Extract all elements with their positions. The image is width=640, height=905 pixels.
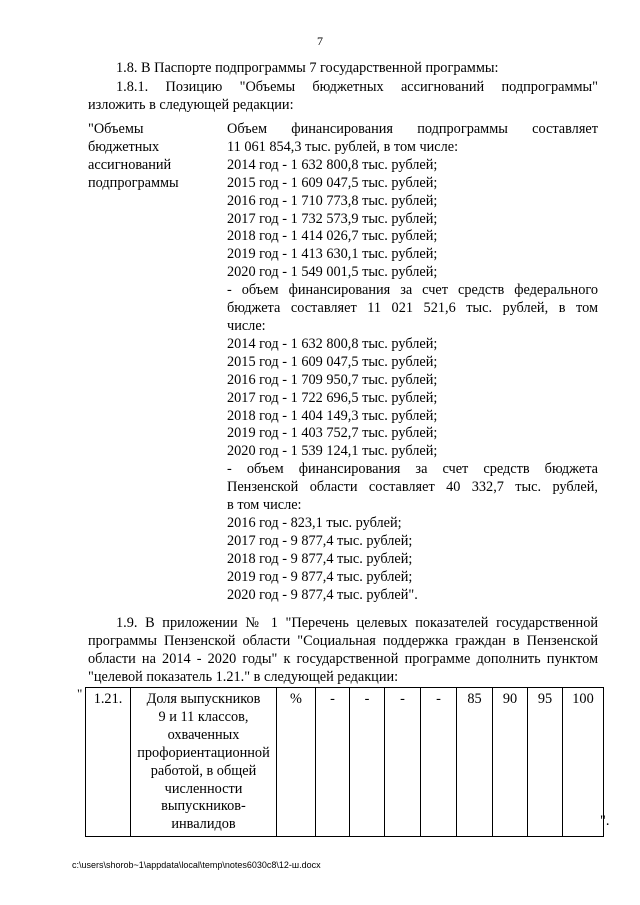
regional-line: в том числе: (227, 497, 302, 514)
federal-year-line: 2017 год - 1 722 696,5 тыс. рублей; (227, 389, 438, 406)
indicator-value-2014: - (316, 688, 350, 837)
federal-year-line: 2019 год - 1 403 752,7 тыс. рублей; (227, 425, 438, 442)
paragraph-1-9-line3: области на 2014 - 2020 годы" к государственной программе дополнить пунктом (88, 651, 598, 667)
indicator-name-line: 9 и 11 классов, (158, 708, 249, 725)
federal-line: бюджета составляет 11 021 521,6 тыс. рублей, в том (227, 300, 598, 317)
federal-line: - объем финансирования за счет средств федерального (227, 282, 598, 299)
indicator-value-2020: 95 (528, 688, 563, 837)
total-year-line: 2019 год - 1 413 630,1 тыс. рублей; (227, 246, 438, 263)
page-number: 7 (317, 34, 323, 48)
paragraph-1-9-line4: "целевой показатель 1.21." в следующей редакции: (88, 669, 399, 685)
regional-year-line: 2019 год - 9 877,4 тыс. рублей; (227, 568, 413, 585)
total-line: 11 061 854,3 тыс. рублей, в том числе: (227, 138, 459, 155)
paragraph-1-8-1-line2: изложить в следующей редакции: (88, 97, 294, 113)
federal-year-line: 2016 год - 1 709 950,7 тыс. рублей; (227, 371, 438, 388)
regional-line: Пензенской области составляет 40 332,7 тыс. рублей, (227, 479, 598, 496)
passport-label-line: бюджетных (88, 138, 160, 155)
passport-content (227, 121, 598, 604)
passport-label-line: ассигнований (88, 156, 172, 173)
regional-year-line: 2016 год - 823,1 тыс. рублей; (227, 514, 402, 531)
regional-year-line: 2018 год - 9 877,4 тыс. рублей; (227, 550, 413, 567)
indicator-table (85, 687, 604, 837)
paragraph-1-9-line2: программы Пензенской области "Социальная поддержка граждан в Пензенской (88, 633, 598, 649)
indicator-name-line: численности (164, 780, 243, 797)
table-row (86, 688, 604, 837)
passport-label (88, 121, 218, 193)
indicator-unit: % (277, 688, 316, 837)
passport-label-line: "Объемы (88, 121, 144, 137)
paragraph-1-9-line1: 1.9. В приложении № 1 "Перечень целевых показателей государственной (116, 615, 598, 631)
closing-quote: ". (600, 813, 610, 829)
regional-line: - объем финансирования за счет средств бюджета (227, 461, 598, 478)
indicator-name-line: инвалидов (171, 816, 236, 833)
indicator-value-final: 100 (563, 688, 604, 837)
federal-line: числе: (227, 317, 266, 334)
federal-year-line: 2014 год - 1 632 800,8 тыс. рублей; (227, 335, 438, 352)
indicator-name (131, 688, 277, 837)
indicator-value-2018: 85 (457, 688, 493, 837)
regional-year-line: 2017 год - 9 877,4 тыс. рублей; (227, 532, 413, 549)
federal-year-line: 2018 год - 1 404 149,3 тыс. рублей; (227, 407, 438, 424)
indicator-name-line: Доля выпускников (146, 691, 261, 707)
passport-label-line: подпрограммы (88, 174, 179, 191)
total-year-line: 2016 год - 1 710 773,8 тыс. рублей; (227, 192, 438, 209)
indicator-name-line: охваченных (167, 726, 240, 743)
regional-year-line: 2020 год - 9 877,4 тыс. рублей". (227, 586, 418, 603)
total-year-line: 2014 год - 1 632 800,8 тыс. рублей; (227, 156, 438, 173)
federal-year-line: 2020 год - 1 539 124,1 тыс. рублей; (227, 443, 438, 460)
total-line: Объем финансирования подпрограммы составляет (227, 121, 598, 137)
indicator-name-line: профориентационной (137, 744, 270, 761)
indicator-name-line: работой, в общей (150, 762, 257, 779)
paragraph-1-8-1-line1: 1.8.1. Позицию "Объемы бюджетных ассигнований подпрограммы" (116, 79, 598, 95)
indicator-value-2017: - (421, 688, 457, 837)
indicator-value-2015: - (350, 688, 385, 837)
total-year-line: 2018 год - 1 414 026,7 тыс. рублей; (227, 228, 438, 245)
total-year-line: 2015 год - 1 609 047,5 тыс. рублей; (227, 174, 438, 191)
total-year-line: 2017 год - 1 732 573,9 тыс. рублей; (227, 210, 438, 227)
indicator-number: 1.21. (86, 688, 131, 837)
total-year-line: 2020 год - 1 549 001,5 тыс. рублей; (227, 264, 438, 281)
indicator-value-2016: - (385, 688, 421, 837)
federal-year-line: 2015 год - 1 609 047,5 тыс. рублей; (227, 353, 438, 370)
indicator-value-2019: 90 (493, 688, 528, 837)
opening-quote: " (77, 686, 83, 701)
paragraph-1-8: 1.8. В Паспорте подпрограммы 7 государственной программы: (116, 60, 499, 76)
footer-file-path: c:\users\shorob~1\appdata\local\temp\notes6030c8\12-ш.docx (72, 860, 321, 870)
indicator-name-line: выпускников- (161, 798, 246, 815)
